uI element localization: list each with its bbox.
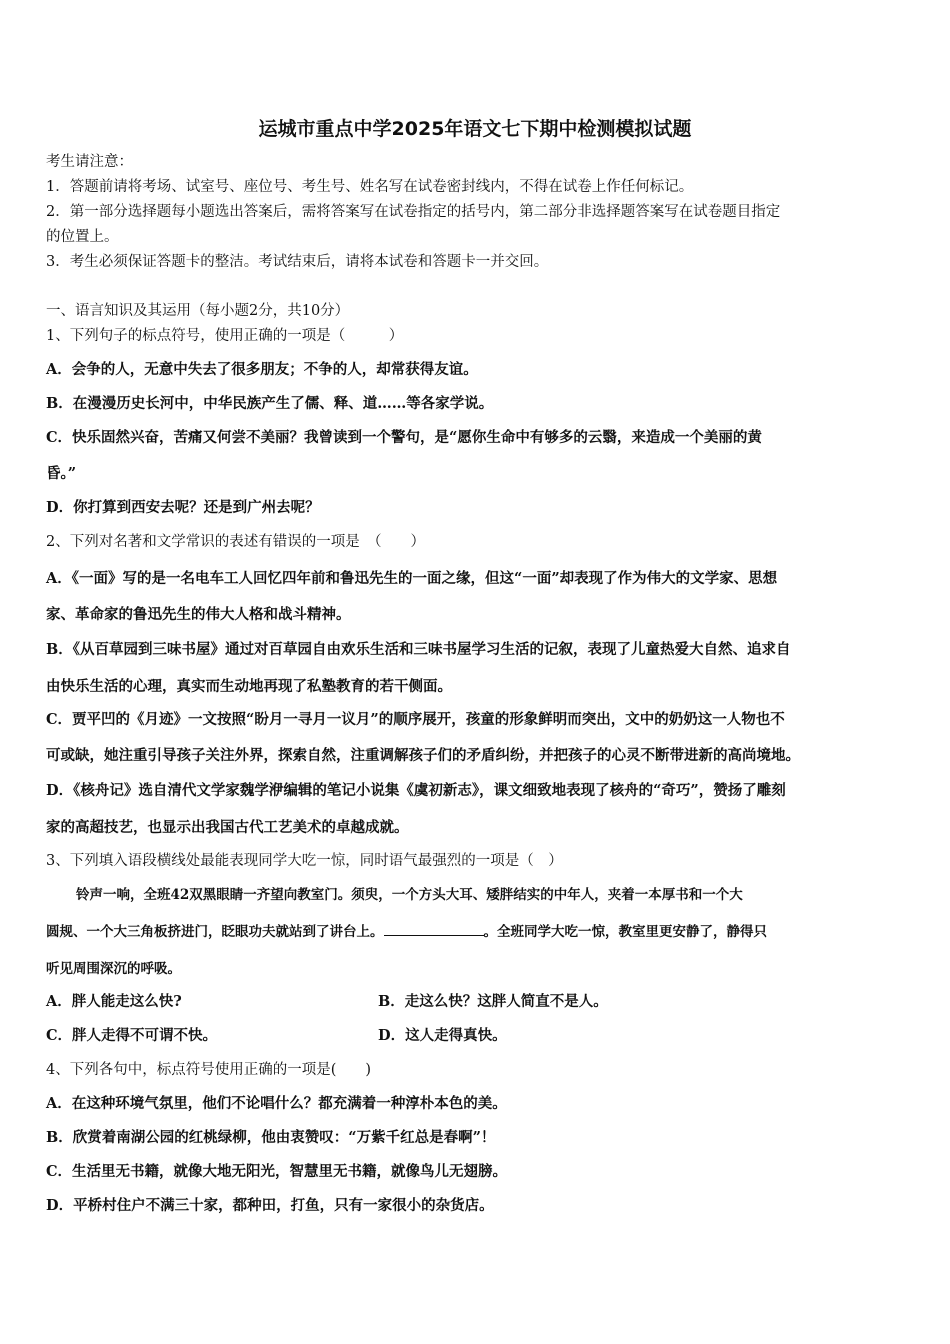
q3-passage-line xyxy=(46,922,767,942)
q4-option-d: D．平桥村住户不满三十家，都种田，打鱼，只有一家很小的杂货店。 xyxy=(46,1197,494,1214)
q3-passage-text: 圆规、一个大三角板挤进门，眨眼功夫就站到了讲台上。 xyxy=(46,924,384,940)
notice-heading: 考生请注意： xyxy=(46,154,133,170)
q1-option-b: B．在漫漫历史长河中，中华民族产生了儒、释、道……等各家学说。 xyxy=(46,395,494,412)
q3-option-a: A．胖人能走这么快? xyxy=(46,993,182,1010)
question-4-stem: 4、下列各句中，标点符号使用正确的一项是( ) xyxy=(46,1062,372,1078)
question-1-stem: 1、下列句子的标点符号，使用正确的一项是（ ） xyxy=(46,328,404,344)
notice-item: 的位置上。 xyxy=(46,229,119,245)
q3-passage-line: 听见周围深沉的呼吸。 xyxy=(46,961,181,977)
q2-option-a: A．《一面》写的是一名电车工人回忆四年前和鲁迅先生的一面之缘，但这“一面”却表现了作为伟大的文学家、思想 xyxy=(46,570,778,587)
notice-item: 2．第一部分选择题每小题选出答案后，需将答案写在试卷指定的括号内，第二部分非选择题答案写在试卷题目指定 xyxy=(46,204,781,220)
q3-passage-line: 铃声一响，全班42双黑眼睛一齐望向教室门。须臾，一个方头大耳、矮胖结实的中年人，夹着一本厚书和一个大 xyxy=(76,887,743,903)
q2-option-b: B．《从百草园到三味书屋》通过对百草园自由欢乐生活和三味书屋学习生活的记叙，表现了儿童热爱大自然、追求自 xyxy=(46,641,791,658)
q4-option-c: C．生活里无书籍，就像大地无阳光，智慧里无书籍，就像鸟儿无翅膀。 xyxy=(46,1163,508,1180)
q1-option-a: A．会争的人，无意中失去了很多朋友；不争的人，却常获得友谊。 xyxy=(46,361,478,378)
q2-option-b-cont: 由快乐生活的心理，真实而生动地再现了私塾教育的若干侧面。 xyxy=(46,678,452,695)
q1-option-c: C．快乐固然兴奋，苦痛又何尝不美丽？我曾读到一个警句，是“愿你生命中有够多的云翳，来造成一个美丽的黄 xyxy=(46,429,762,446)
q2-option-c: C．贾平凹的《月迹》一文按照“盼月一寻月一议月”的顺序展开，孩童的形象鲜明而突出，文中的奶奶这一人物也不 xyxy=(46,711,785,728)
q4-option-b: B．欣赏着南湖公园的红桃绿柳，他由衷赞叹：“万紫千红总是春啊”！ xyxy=(46,1129,496,1146)
notice-item: 3．考生必须保证答题卡的整洁。考试结束后，请将本试卷和答题卡一并交回。 xyxy=(46,254,549,270)
page-title: 运城市重点中学2025年语文七下期中检测模拟试题 xyxy=(258,118,692,140)
q2-option-c-cont: 可或缺，她注重引导孩子关注外界，探索自然，注重调解孩子们的矛盾纠纷，并把孩子的心灵不断带进新的高尚境地。 xyxy=(46,747,800,764)
question-2-stem: 2、下列对名著和文学常识的表述有错误的一项是 （ ） xyxy=(46,534,425,550)
q3-option-b: B．走这么快？这胖人简直不是人。 xyxy=(378,993,608,1010)
q3-option-c: C．胖人走得不可谓不快。 xyxy=(46,1027,218,1044)
q2-option-d: D．《核舟记》选自清代文学家魏学洢编辑的笔记小说集《虞初新志》，课文细致地表现了核舟的“奇巧”，赞扬了雕刻 xyxy=(46,782,786,799)
q2-option-d-cont: 家的高超技艺，也显示出我国古代工艺美术的卓越成就。 xyxy=(46,819,409,836)
notice-item: 1．答题前请将考场、试室号、座位号、考生号、姓名写在试卷密封线内，不得在试卷上作任何标记。 xyxy=(46,179,694,195)
q1-option-d: D．你打算到西安去呢？还是到广州去呢？ xyxy=(46,499,320,516)
q4-option-a: A．在这种环境气氛里，他们不论唱什么？都充满着一种淳朴本色的美。 xyxy=(46,1095,507,1112)
section-heading: 一、语言知识及其运用（每小题2分，共10分） xyxy=(46,303,350,319)
q2-option-a-cont: 家、革命家的鲁迅先生的伟大人格和战斗精神。 xyxy=(46,606,351,623)
q1-option-c-cont: 昏。” xyxy=(46,465,77,482)
fill-blank xyxy=(384,923,484,936)
question-3-stem: 3、下列填入语段横线处最能表现同学大吃一惊，同时语气最强烈的一项是（ ） xyxy=(46,853,563,869)
q3-option-d: D．这人走得真快。 xyxy=(378,1027,507,1044)
q3-passage-text: 。全班同学大吃一惊，教室里更安静了，静得只 xyxy=(483,924,767,940)
